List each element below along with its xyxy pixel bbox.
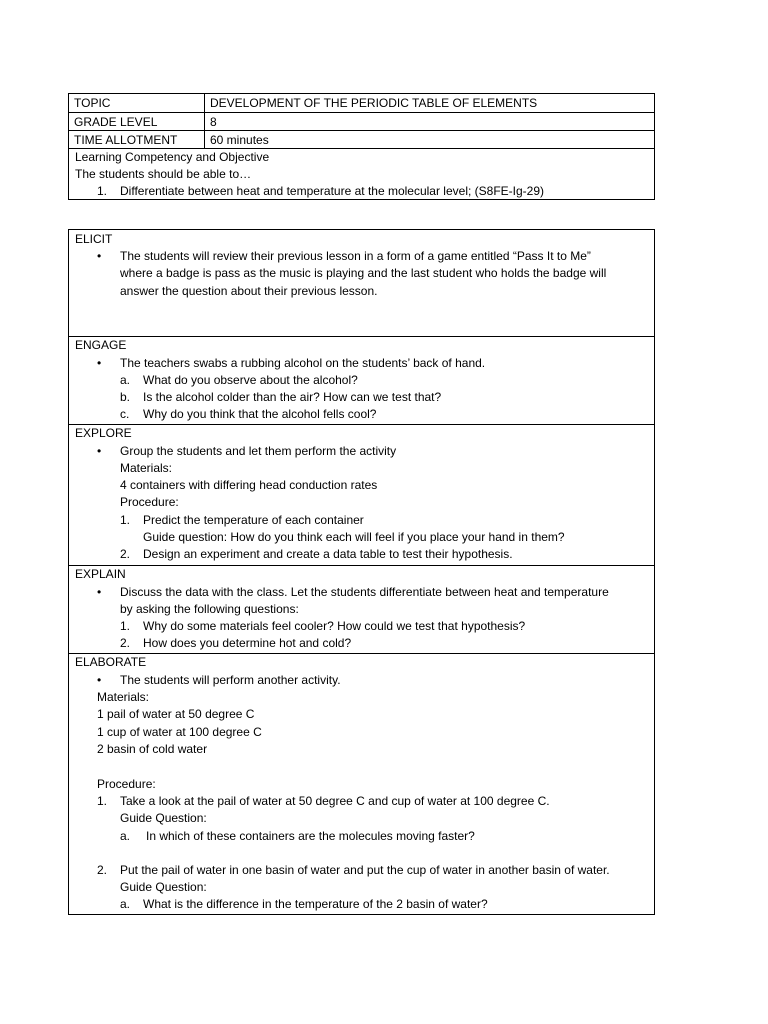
elicit-line: answer the question about their previous lesson. — [120, 284, 378, 298]
list-marker: c. — [120, 407, 130, 421]
grade-value: 8 — [210, 115, 217, 129]
engage-main: The teachers swabs a rubbing alcohol on the students’ back of hand. — [120, 356, 486, 370]
bullet-icon: • — [97, 585, 102, 599]
list-marker: 1. — [120, 619, 131, 633]
bullet-icon: • — [97, 249, 102, 263]
explain-question: How does you determine hot and cold? — [143, 636, 352, 650]
materials-label: Materials: — [97, 690, 150, 704]
guide-question: What is the difference in the temperature of the 2 basin of water? — [143, 897, 488, 911]
materials-item: 1 cup of water at 100 degree C — [97, 725, 262, 739]
materials-item: 4 containers with differing head conduction rates — [120, 478, 378, 492]
materials-item: 1 pail of water at 50 degree C — [97, 707, 255, 721]
engage-heading: ENGAGE — [75, 338, 127, 352]
explore-section — [69, 424, 654, 565]
step-number: 2. — [120, 547, 131, 561]
engage-section — [69, 336, 654, 424]
engage-question: Why do you think that the alcohol fells cool? — [143, 407, 377, 421]
explain-question: Why do some materials feel cooler? How could we test that hypothesis? — [143, 619, 526, 633]
elicit-line: The students will review their previous lesson in a form of a game entitled “Pass It to Me” — [120, 249, 591, 263]
list-marker: b. — [120, 390, 131, 404]
elicit-line: where a badge is pass as the music is playing and the last student who holds the badge will — [120, 266, 607, 280]
grade-row — [69, 112, 654, 130]
time-value: 60 minutes — [210, 133, 269, 147]
time-row — [69, 130, 654, 148]
materials-item: 2 basin of cold water — [97, 742, 208, 756]
topic-row — [69, 94, 654, 112]
list-marker: a. — [120, 829, 131, 843]
explain-line: Discuss the data with the class. Let the students differentiate between heat and temperature — [120, 585, 609, 599]
elaborate-heading: ELABORATE — [75, 655, 147, 669]
engage-question: Is the alcohol colder than the air? How can we test that? — [143, 390, 442, 404]
elaborate-section — [69, 653, 654, 914]
guide-question-label: Guide Question: — [120, 880, 207, 894]
elaborate-main: The students will perform another activity. — [120, 673, 341, 687]
materials-label: Materials: — [120, 461, 173, 475]
list-marker: a. — [120, 373, 131, 387]
explore-heading: EXPLORE — [75, 426, 132, 440]
competency-intro: The students should be able to… — [75, 167, 252, 181]
lesson-table — [68, 229, 655, 915]
procedure-label: Procedure: — [97, 777, 156, 791]
competency-item: Differentiate between heat and temperature at the molecular level; (S8FE-Ig-29) — [120, 184, 545, 198]
explain-section — [69, 565, 654, 653]
info-table — [68, 93, 655, 200]
procedure-step: Take a look at the pail of water at 50 degree C and cup of water at 100 degree C. — [120, 794, 550, 808]
procedure-step: Put the pail of water in one basin of water and put the cup of water in another basin of water. — [120, 863, 610, 877]
explain-heading: EXPLAIN — [75, 567, 126, 581]
explain-line: by asking the following questions: — [120, 602, 299, 616]
time-label: TIME ALLOTMENT — [74, 133, 178, 147]
topic-value: DEVELOPMENT OF THE PERIODIC TABLE OF ELEMENTS — [210, 96, 538, 110]
procedure-step: Predict the temperature of each container — [143, 513, 364, 527]
bullet-icon: • — [97, 673, 102, 687]
competency-heading: Learning Competency and Objective — [75, 150, 270, 164]
bullet-icon: • — [97, 444, 102, 458]
engage-question: What do you observe about the alcohol? — [143, 373, 358, 387]
procedure-label: Procedure: — [120, 495, 179, 509]
step-number: 2. — [97, 863, 108, 877]
list-marker: 2. — [120, 636, 131, 650]
competency-number: 1. — [97, 184, 108, 198]
topic-label: TOPIC — [74, 96, 111, 110]
elicit-section — [69, 230, 654, 336]
competency-row — [69, 148, 654, 199]
guide-question-label: Guide Question: — [120, 811, 207, 825]
explore-main: Group the students and let them perform the activity — [120, 444, 397, 458]
guide-question: In which of these containers are the molecules moving faster? — [146, 829, 475, 843]
bullet-icon: • — [97, 356, 102, 370]
procedure-step: Design an experiment and create a data table to test their hypothesis. — [143, 547, 513, 561]
grade-label: GRADE LEVEL — [74, 115, 158, 129]
step-number: 1. — [120, 513, 131, 527]
step-number: 1. — [97, 794, 108, 808]
elicit-heading: ELICIT — [75, 232, 113, 246]
guide-question: Guide question: How do you think each will feel if you place your hand in them? — [143, 530, 565, 544]
list-marker: a. — [120, 897, 131, 911]
